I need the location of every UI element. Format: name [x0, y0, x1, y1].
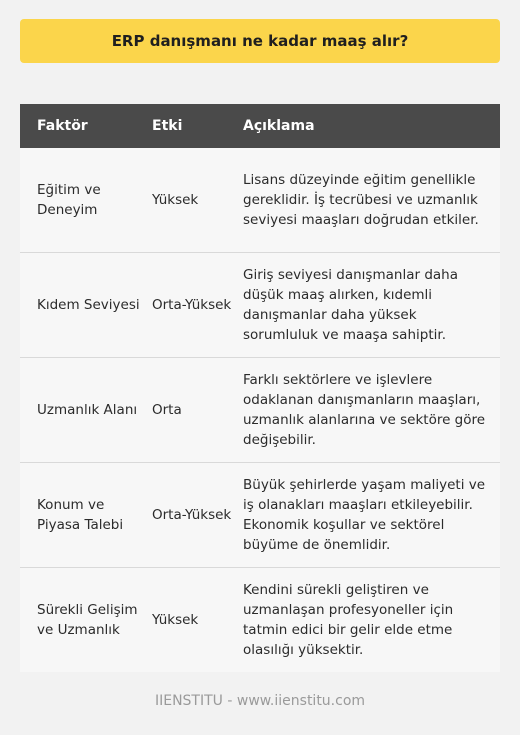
- table-row: [20, 568, 500, 672]
- cell-description: Büyük şehirlerde yaşam maliyeti ve iş olanakları maaşları etkileyebilir. Ekonomik koşullar ve sektörel büyüme de önemlidir.: [243, 477, 486, 553]
- cell-impact: Yüksek: [152, 192, 199, 208]
- cell-impact: Yüksek: [152, 612, 199, 628]
- table-header-row: [20, 104, 500, 148]
- header-description: Açıklama: [243, 118, 315, 134]
- footer-credit: IIENSTITU - www.iienstitu.com: [154, 693, 366, 709]
- header-impact: Etki: [152, 118, 183, 134]
- cell-factor: Eğitim ve Deneyim: [37, 182, 101, 218]
- cell-impact: Orta: [152, 402, 182, 418]
- cell-impact: Orta-Yüksek: [152, 507, 232, 523]
- page-title: ERP danışmanı ne kadar maaş alır?: [20, 19, 500, 63]
- cell-factor: Sürekli Gelişim ve Uzmanlık: [37, 602, 138, 638]
- cell-impact: Orta-Yüksek: [152, 297, 232, 313]
- cell-factor: Konum ve Piyasa Talebi: [37, 497, 124, 533]
- cell-factor: Kıdem Seviyesi: [37, 297, 140, 313]
- salary-factors-table: [20, 104, 500, 672]
- table-row: [20, 358, 500, 463]
- cell-factor: Uzmanlık Alanı: [37, 402, 138, 418]
- cell-description: Kendini sürekli geliştiren ve uzmanlaşan profesyoneller için tatmin edici bir gelir elde etme olasılığı yüksektir.: [243, 582, 454, 658]
- cell-description: Giriş seviyesi danışmanlar daha düşük maaş alırken, kıdemli danışmanlar daha yüksek sorumluluk ve maaşa sahiptir.: [243, 267, 458, 343]
- table-row: [20, 463, 500, 568]
- table-row: [20, 148, 500, 253]
- header-factor: Faktör: [37, 118, 88, 134]
- table-row: [20, 253, 500, 358]
- cell-description: Farklı sektörlere ve işlevlere odaklanan danışmanların maaşları, uzmanlık alanlarına ve sektöre göre değişebilir.: [243, 372, 486, 448]
- cell-description: Lisans düzeyinde eğitim genellikle gereklidir. İş tecrübesi ve uzmanlık seviyesi maaşları doğrudan etkiler.: [243, 172, 479, 228]
